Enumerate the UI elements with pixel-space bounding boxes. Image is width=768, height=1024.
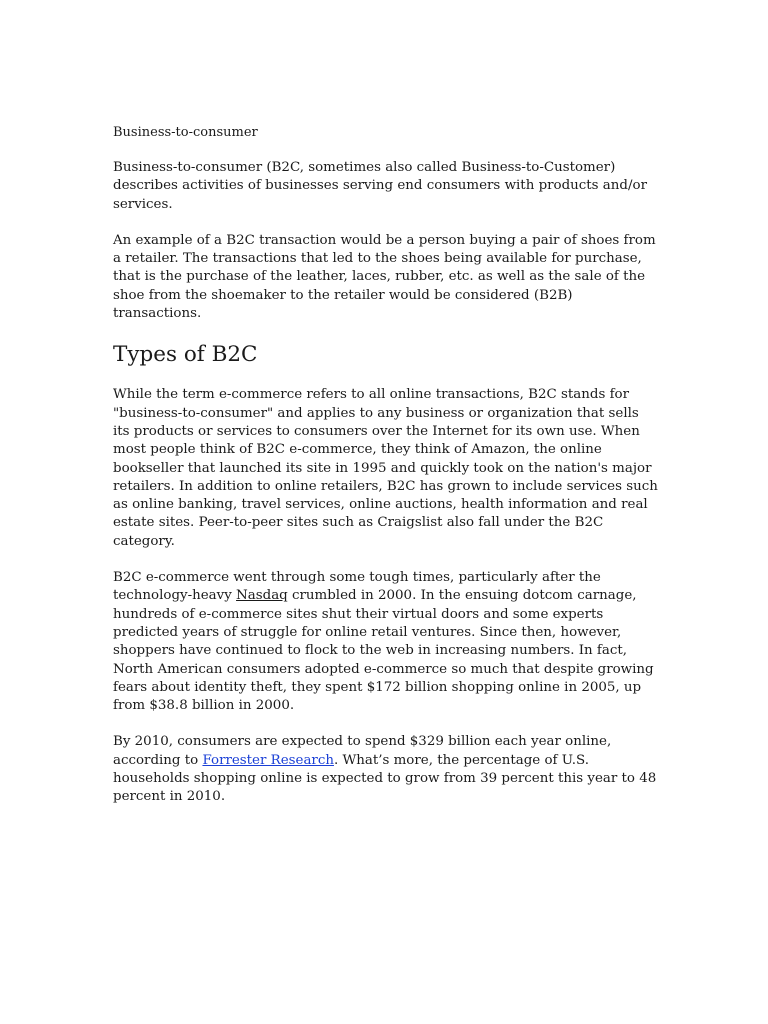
section-heading: Types of B2C	[113, 342, 258, 368]
forecast-text-before: By 2010, consumers are expected to spend $329 billion each year online, according to	[113, 734, 612, 768]
tough-times-paragraph	[113, 569, 658, 715]
forecast-paragraph	[113, 733, 658, 806]
nasdaq-link[interactable]: Nasdaq	[236, 588, 288, 604]
forrester-research-link[interactable]: Forrester Research	[202, 752, 334, 768]
example-paragraph: An example of a B2C transaction would be a person buying a pair of shoes from a retailer. The transactions that led to the shoes being available for purchase, that is the purchase of the leather, laces, rubber, etc. as well as the sale of the shoe from the shoemaker to the retailer would be considered (B2B) transactions.	[113, 232, 656, 322]
document-title: Business-to-consumer	[113, 125, 258, 140]
intro-paragraph: Business-to-consumer (B2C, sometimes also called Business-to-Customer) describes activities of businesses serving end consumers with products and/or services.	[113, 160, 647, 212]
tough-times-text-after: crumbled in 2000. In the ensuing dotcom carnage, hundreds of e-commerce sites shut their virtual doors and some experts predicted years of struggle for online retail ventures. Since then, however, shoppers have continued to flock to the web in increasing numbers. In fact, North American consumers adopted e-commerce so much that despite growing fears about identity theft, they spent $172 billion shopping online in 2005, up from $38.8 billion in 2000.	[113, 588, 654, 714]
forecast-text-after: . What’s more, the percentage of U.S. households shopping online is expected to grow from 39 percent this year to 48 percent in 2010.	[113, 752, 657, 805]
tough-times-text-before: B2C e-commerce went through some tough times, particularly after the technology-heavy	[113, 570, 601, 604]
types-paragraph: While the term e-commerce refers to all online transactions, B2C stands for "business-to-consumer" and applies to any business or organization that sells its products or services to consumers over the Internet for its own use. When most people think of B2C e-commerce, they think of Amazon, the online bookseller that launched its site in 1995 and quickly took on the nation's major retailers. In addition to online retailers, B2C has grown to include services such as online banking, travel services, online auctions, health information and real estate sites. Peer-to-peer sites such as Craigslist also fall under the B2C category.	[113, 387, 658, 549]
